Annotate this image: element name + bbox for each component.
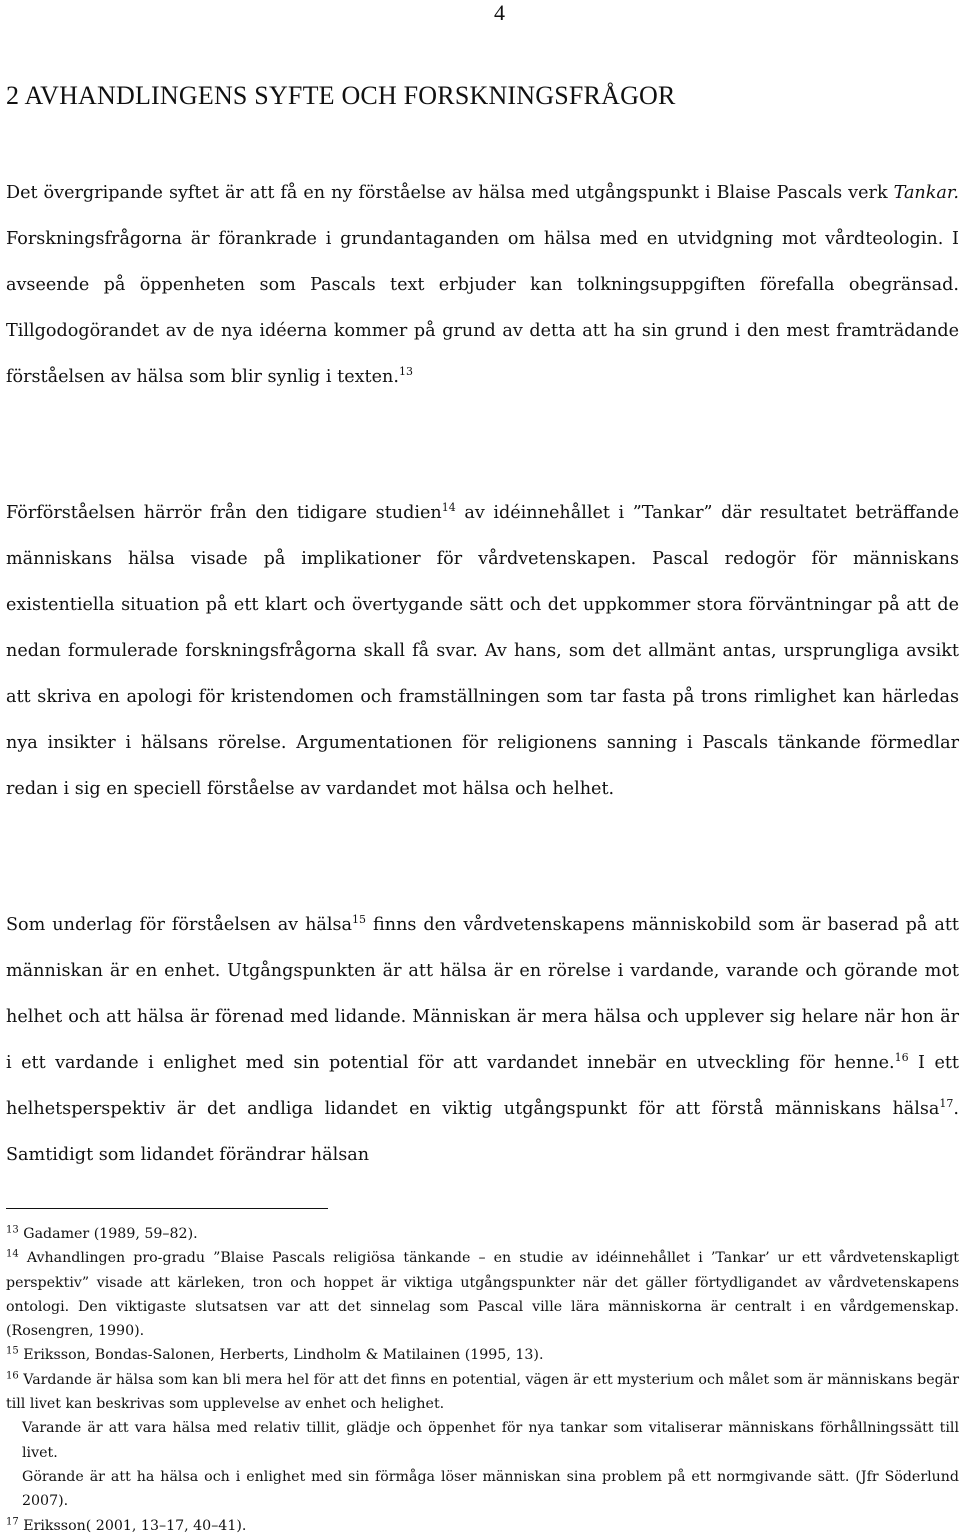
paragraph-basis bbox=[6, 902, 959, 1178]
footnote-number: 13 bbox=[6, 1224, 19, 1236]
footnote-text: Eriksson, Bondas-Salonen, Herberts, Lindholm & Matilainen (1995, 13). bbox=[18, 1347, 544, 1364]
footnote-text: Eriksson( 2001, 13–17, 40–41). bbox=[18, 1517, 247, 1534]
paragraph-purpose bbox=[6, 170, 959, 400]
book-title-italic: Tankar. bbox=[893, 183, 959, 203]
footnote-text: Avhandlingen pro-gradu ”Blaise Pascals religiösa tänkande – en studie av idéinnehållet i ’Tankar’ ur ett vårdvetenskapligt perspektiv” visade att kärleken, tron och hoppet är viktiga utgångspunkter när det gäller förtydligandet av vårdvetenskapens ontologi. Den viktigaste slutsatsen var att det sinnelag som Pascal ville lära människorna är centralt i en vårdgemenskap. (Rosengren, 1990). bbox=[6, 1250, 959, 1340]
footnote-separator bbox=[6, 1208, 328, 1209]
paragraph-text: av idéinnehållet i ”Tankar” där resultatet beträffande människans hälsa visade på implikationer för vårdvetenskapen. Pascal redogör för människans existentiella situation på ett klart och övertygande sätt och det uppkommer stora förväntningar på att de nedan formulerade forskningsfrågorna skall få svar. Av hans, som det allmänt antas, ursprungliga avsikt att skriva en apologi för kristendomen och framställningen som tar fasta på trons rimlighet kan härledas nya insikter i hälsans rörelse. Argumentationen för religionens sanning i Pascals tänkande förmedlar redan i sig en speciell förståelse av vardandet mot hälsa och helhet. bbox=[6, 503, 959, 799]
footnote-ref-15: 15 bbox=[352, 913, 367, 927]
footnote-text: Gadamer (1989, 59–82). bbox=[18, 1226, 198, 1242]
paragraph-text: Som underlag för förståelsen av hälsa bbox=[6, 915, 353, 935]
page-number: 4 bbox=[494, 0, 505, 25]
footnote-number: 15 bbox=[6, 1345, 19, 1357]
footnote-16-continued: Varande är att vara hälsa med relativ tillit, glädje och öppenhet för nya tankar som vitaliserar människans förhållningssätt till livet. bbox=[22, 1420, 959, 1461]
footnote-text: Vardande är hälsa som kan bli mera hel för att det finns en potential, vägen är ett mysterium och målet som är människans begär till livet kan beskrivas som upplevelse av enhet och helighet. bbox=[6, 1371, 959, 1413]
footnotes bbox=[6, 1222, 959, 1538]
paragraph-text: . Samtidigt som lidandet förändrar hälsan bbox=[6, 1099, 959, 1165]
footnote-ref-14: 14 bbox=[441, 501, 456, 515]
footnote-number: 17 bbox=[6, 1515, 19, 1527]
paragraph-text: I ett helhetsperspektiv är det andliga lidandet en viktig utgångspunkt för att förstå människans hälsa bbox=[6, 1053, 959, 1119]
footnote-ref-17: 17 bbox=[939, 1097, 954, 1111]
paragraph-text: Det övergripande syftet är att få en ny förståelse av hälsa med utgångspunkt i Blaise Pascals verk bbox=[6, 183, 894, 203]
footnote-16-continued: Görande är att ha hälsa och i enlighet med sin förmåga löser människan sina problem på ett normgivande sätt. (Jfr Söderlund 2007). bbox=[22, 1468, 959, 1510]
paragraph-text: finns den vårdvetenskapens människobild som är baserad på att människan är en enhet. Utgångspunkten är att hälsa är en rörelse i vardande, varande och görande mot helhet och att hälsa är förenad med lidande. Människan är mera hälsa och upplever sig helare när hon är i ett vardande i enlighet med sin potential för att vardandet innebär en utveckling för henne. bbox=[6, 915, 959, 1073]
footnote-ref-16: 16 bbox=[894, 1051, 909, 1065]
footnote-13 bbox=[6, 1222, 959, 1246]
paragraph-preunderstanding bbox=[6, 490, 959, 812]
paragraph-text: Forskningsfrågorna är förankrade i grundantaganden om hälsa med en utvidgning mot vårdteologin. I avseende på öppenheten som Pascals text erbjuder kan tolkningsuppgiften förefalla obegränsad. Tillgodogörandet av de nya idéerna kommer på grund av detta att ha sin grund i den mest framträdande förståelsen av hälsa som blir synlig i texten. bbox=[6, 229, 959, 387]
footnote-16 bbox=[6, 1368, 959, 1417]
footnote-ref-13: 13 bbox=[398, 365, 413, 379]
footnote-15 bbox=[6, 1343, 959, 1367]
footnote-number: 16 bbox=[6, 1370, 19, 1382]
footnote-14 bbox=[6, 1246, 959, 1343]
footnote-17 bbox=[6, 1514, 959, 1538]
chapter-heading: 2 AVHANDLINGENS SYFTE OCH FORSKNINGSFRÅGOR bbox=[6, 81, 676, 110]
paragraph-text: Förförståelsen härrör från den tidigare studien bbox=[6, 503, 442, 523]
footnote-number: 14 bbox=[6, 1248, 19, 1260]
